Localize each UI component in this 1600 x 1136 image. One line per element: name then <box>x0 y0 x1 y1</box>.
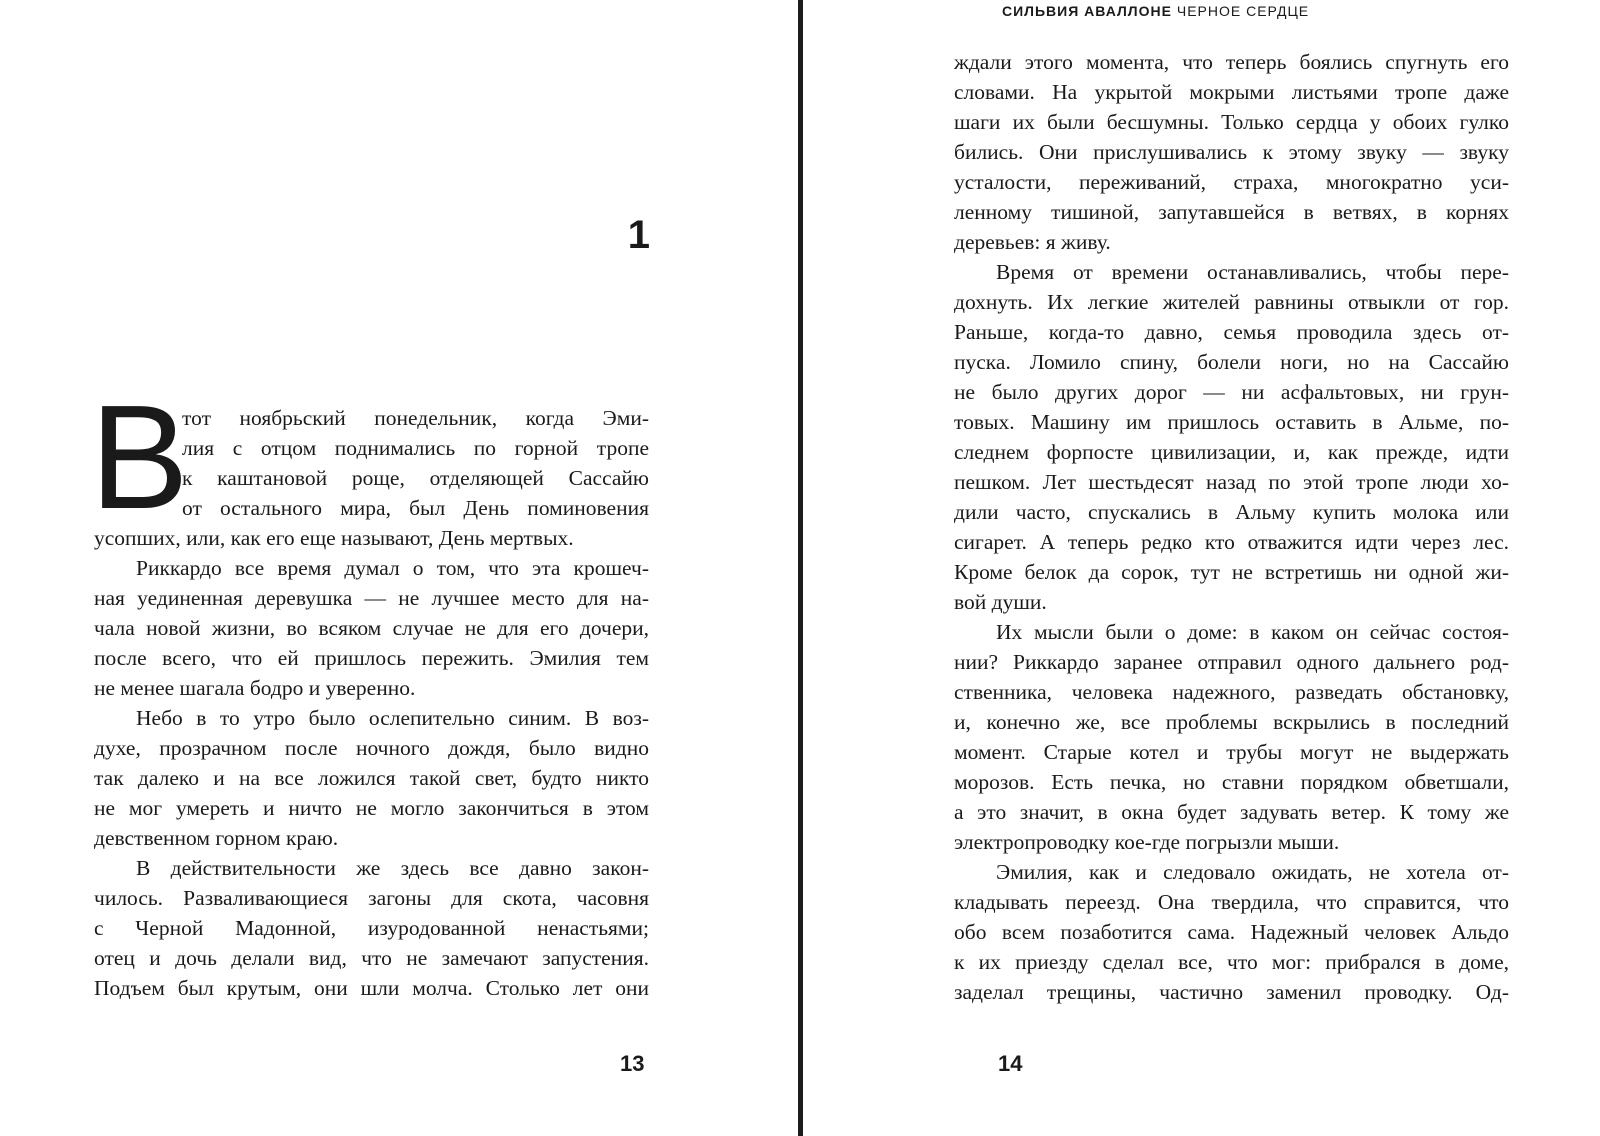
text-line: чилось. Разваливающиеся загоны для скота, часовня <box>94 886 649 910</box>
running-head-author: СИЛЬВИЯ АВАЛЛОНЕ <box>1002 3 1172 19</box>
book-spine <box>798 0 803 1136</box>
drop-cap: В <box>90 375 189 540</box>
text-line: не менее шагала бодро и уверенно. <box>94 676 416 700</box>
text-line: духе, прозрачном после ночного дождя, было видно <box>94 736 649 760</box>
text-line: электропроводку кое-где погрызли мыши. <box>954 830 1340 854</box>
text-line: дили часто, спускались в Альму купить молока или <box>954 500 1509 524</box>
text-line: лия с отцом поднимались по горной тропе <box>182 436 649 460</box>
text-line: Раньше, когда-то давно, семья проводила здесь от- <box>954 320 1509 344</box>
page-number: 14 <box>998 1051 1023 1076</box>
text-line: Небо в то утро было ослепительно синим. В воз- <box>136 706 649 730</box>
text-line: и, конечно же, все проблемы вскрылись в последний <box>954 710 1509 734</box>
text-line: заделал трещины, частично заменил проводку. Од- <box>954 980 1509 1004</box>
text-line: ленному тишиной, запутавшейся в ветвях, в корнях <box>954 200 1509 224</box>
text-line: так далеко и на все ложился такой свет, будто никто <box>94 766 649 790</box>
text-line: с Черной Мадонной, изуродованной ненастьями; <box>94 916 649 940</box>
text-line: не было других дорог — ни асфальтовых, ни грун- <box>954 380 1509 404</box>
left-page <box>0 0 798 1136</box>
text-line: не мог умереть и ничто не могло закончиться в этом <box>94 796 649 820</box>
page-number: 13 <box>620 1051 645 1076</box>
text-line: после всего, что ей пришлось пережить. Эмилия тем <box>94 646 649 670</box>
text-line: пуска. Ломило спину, болели ноги, но на Сассайю <box>954 350 1509 374</box>
text-line: вой души. <box>954 590 1047 614</box>
text-line: дохнуть. Их легкие жителей равнины отвыкли от гор. <box>954 290 1509 314</box>
text-line: ная уединенная деревушка — не лучшее место для на- <box>94 586 649 610</box>
text-line: девственном горном краю. <box>94 826 339 850</box>
text-line: товых. Машину им пришлось оставить в Альме, по- <box>954 410 1509 434</box>
right-page-text <box>954 47 1509 1007</box>
text-line: кладывать переезд. Она твердила, что справится, что <box>954 890 1509 914</box>
text-line: ждали этого момента, что теперь боялись спугнуть его <box>954 50 1509 74</box>
text-line: тот ноябрьский понедельник, когда Эми- <box>182 406 649 430</box>
text-line: Время от времени останавливались, чтобы пере- <box>996 260 1509 284</box>
text-line: Подъем был крутым, они шли молча. Столько лет они <box>94 976 649 1000</box>
text-line: бились. Они прислушивались к этому звуку — звуку <box>954 140 1509 164</box>
text-line: отец и дочь делали вид, что не замечают запустения. <box>94 946 649 970</box>
text-line: Риккардо все время думал о том, что эта крошеч- <box>136 556 649 580</box>
text-line: к их приезду сделал все, что мог: прибрался в доме, <box>954 950 1509 974</box>
running-head-title: ЧЕРНОЕ СЕРДЦЕ <box>1176 3 1310 19</box>
text-line: усопших, или, как его еще называют, День мертвых. <box>94 526 574 550</box>
text-line: момент. Старые котел и трубы могут не выдержать <box>954 740 1509 764</box>
text-line: В действительности же здесь все давно закон- <box>136 856 649 880</box>
text-line: усталости, переживаний, страха, многократно уси- <box>954 170 1509 194</box>
text-line: Их мысли были о доме: в каком он сейчас состоя- <box>996 620 1509 644</box>
text-line: от остального мира, был День поминовения <box>182 496 649 520</box>
text-line: Кроме белок да сорок, тут не встретишь ни одной жи- <box>954 560 1509 584</box>
text-line: нии? Риккардо заранее отправил одного дальнего род- <box>954 650 1509 674</box>
text-line: пешком. Лет шестьдесят назад по этой тропе люди хо- <box>954 470 1509 494</box>
text-line: следнем форпосте цивилизации, и, как прежде, идти <box>954 440 1509 464</box>
text-line: словами. На укрытой мокрыми листьями тропе даже <box>954 80 1509 104</box>
text-line: Эмилия, как и следовало ожидать, не хотела от- <box>996 860 1509 884</box>
running-head <box>1002 0 1309 22</box>
text-line: ственника, человека надежного, разведать обстановку, <box>954 680 1509 704</box>
text-line: деревьев: я живу. <box>954 230 1111 254</box>
left-page-text <box>94 403 649 1003</box>
text-line: к каштановой роще, отделяющей Сассайю <box>182 466 649 490</box>
chapter-number: 1 <box>627 213 650 257</box>
text-line: морозов. Есть печка, но ставни порядком обветшали, <box>954 770 1509 794</box>
text-line: обо всем позаботится сама. Надежный человек Альдо <box>954 920 1509 944</box>
text-line: сигарет. А теперь редко кто отважится идти через лес. <box>954 530 1509 554</box>
text-line: шаги их были бесшумны. Только сердца у обоих гулко <box>954 110 1509 134</box>
text-line: чала новой жизни, во всяком случае не для его дочери, <box>94 616 649 640</box>
text-line: а это значит, в окна будет задувать ветер. К тому же <box>954 800 1509 824</box>
right-page <box>806 0 1600 1136</box>
